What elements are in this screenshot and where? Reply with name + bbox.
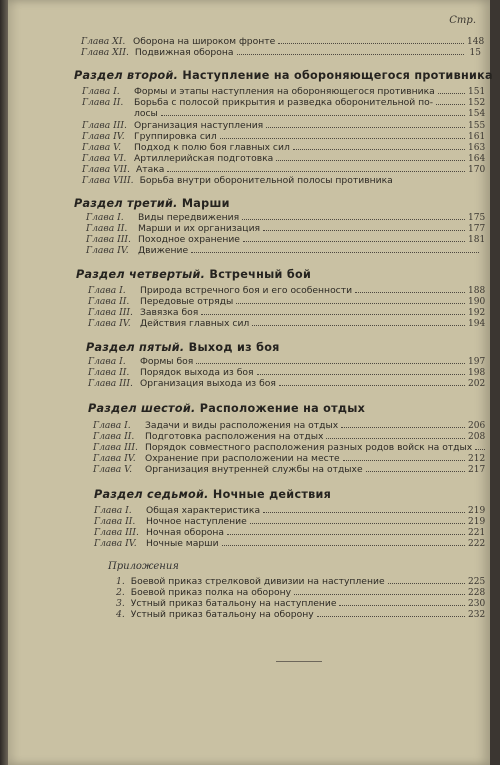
- chapter-number: Глава I.: [86, 212, 124, 223]
- chapter-number: Глава I.: [82, 86, 120, 97]
- dot-leader: [167, 164, 465, 172]
- page-number: 219: [468, 517, 486, 527]
- dot-leader: [266, 120, 465, 128]
- chapter-title: Атака: [135, 164, 165, 175]
- chapter-number: Глава II.: [88, 367, 130, 378]
- dot-leader: [294, 587, 465, 595]
- chapter-title: Группировка сил: [134, 131, 217, 142]
- dot-leader: [243, 234, 465, 242]
- toc-row: [88, 318, 486, 330]
- chapter-number: Глава I.: [93, 420, 131, 431]
- dot-leader: [475, 442, 485, 450]
- page-number: 228: [468, 588, 486, 598]
- appendix-number: 4.: [116, 609, 125, 620]
- chapter-number: Глава V.: [93, 464, 133, 475]
- dot-leader: [252, 318, 465, 326]
- page-number: 230: [468, 599, 486, 609]
- dot-leader: [438, 86, 465, 94]
- page-number: 161: [468, 132, 486, 142]
- section-heading: [88, 402, 365, 415]
- page-number: 221: [468, 528, 486, 538]
- dot-leader: [196, 356, 465, 364]
- section-title: Встречный бой: [209, 268, 312, 281]
- chapter-number: Глава III.: [86, 234, 131, 245]
- page-number: 177: [468, 224, 486, 234]
- chapter-title: Походное охранение: [138, 234, 240, 245]
- dot-leader: [279, 378, 465, 386]
- chapter-number: Глава III.: [93, 442, 138, 453]
- chapter-number: Глава I.: [94, 505, 132, 516]
- toc-row: [81, 47, 481, 59]
- section-heading: [74, 197, 230, 210]
- page-number: 148: [467, 37, 485, 47]
- chapter-title: Марши и их организация: [138, 223, 261, 234]
- dot-leader: [220, 131, 465, 139]
- page-number: 188: [468, 286, 486, 296]
- book-spine: [0, 0, 8, 765]
- toc-row: [86, 245, 482, 256]
- chapter-title: Борьба с полосой прикрытия и разведка оборонительной по-: [134, 97, 434, 108]
- page-number: 194: [468, 319, 486, 329]
- page-number: 202: [468, 379, 486, 389]
- page-number: 197: [468, 357, 486, 367]
- dot-leader: [293, 142, 465, 150]
- chapter-number: Глава VI.: [82, 153, 127, 164]
- appendix-number: 2.: [116, 587, 125, 598]
- page-number: 15: [469, 48, 481, 58]
- dot-leader: [317, 609, 465, 617]
- chapter-title: лосы: [134, 108, 158, 119]
- chapter-number: Глава IV.: [82, 131, 125, 142]
- appendix-number: 1.: [116, 576, 125, 587]
- chapter-title: Ночная оборона: [146, 527, 225, 538]
- dot-leader: [436, 97, 465, 105]
- section-title: Выход из боя: [188, 341, 280, 354]
- dot-leader: [242, 212, 465, 220]
- page-number: 212: [468, 454, 486, 464]
- dot-leader: [161, 108, 465, 116]
- chapter-title: Артиллерийская подготовка: [134, 153, 274, 164]
- page-number: 222: [468, 539, 486, 549]
- chapter-title: Организация наступления: [134, 120, 264, 131]
- page-number: 151: [468, 87, 486, 97]
- chapter-title: Формы боя: [140, 356, 194, 367]
- page-number: 164: [468, 154, 486, 164]
- page-number: 163: [468, 143, 486, 153]
- page-number: 198: [468, 368, 486, 378]
- chapter-title: Оборона на широком фронте: [133, 36, 276, 47]
- chapter-title: Охранение при расположении на месте: [145, 453, 340, 464]
- section-number: Раздел седьмой.: [94, 488, 209, 501]
- section-heading: [86, 341, 280, 354]
- chapter-title: Передовые отряды: [140, 296, 234, 307]
- appendix-title: Устный приказ батальону на наступление: [130, 598, 337, 609]
- section-number: Раздел шестой.: [88, 402, 196, 415]
- chapter-number: Глава IV.: [88, 318, 131, 329]
- dot-leader: [191, 245, 479, 253]
- toc-row: [82, 175, 482, 186]
- section-title: Марши: [181, 197, 230, 210]
- section-heading: [76, 268, 311, 281]
- chapter-title: Ночные марши: [146, 538, 219, 549]
- chapter-title: Подвижная оборона: [134, 47, 234, 58]
- chapter-number: Глава II.: [94, 516, 136, 527]
- dot-leader: [263, 505, 465, 513]
- section-title: Ночные действия: [212, 488, 332, 501]
- page-number: 217: [468, 465, 486, 475]
- toc-row: [88, 378, 486, 390]
- chapter-title: Общая характеристика: [146, 505, 261, 516]
- page-number: 208: [468, 432, 486, 442]
- dot-leader: [237, 47, 464, 55]
- chapter-number: Глава VII.: [82, 164, 130, 175]
- chapter-title: Порядок совместного расположения разных родов войск на отдых: [145, 442, 473, 453]
- dot-leader: [278, 36, 464, 44]
- chapter-number: Глава IV.: [93, 453, 136, 464]
- chapter-title: Завязка боя: [140, 307, 199, 318]
- chapter-title: Порядок выхода из боя: [140, 367, 254, 378]
- dot-leader: [355, 285, 465, 293]
- appendix-title: Боевой приказ стрелковой дивизии на наступление: [130, 576, 385, 587]
- dot-leader: [276, 153, 465, 161]
- book-page: [8, 0, 493, 765]
- chapter-title: Движение: [138, 245, 189, 256]
- chapter-title: Подготовка расположения на отдых: [145, 431, 324, 442]
- dot-leader: [201, 307, 465, 315]
- chapter-number: Глава XII.: [81, 47, 129, 58]
- section-number: Раздел четвертый.: [76, 268, 206, 281]
- chapter-title: Ночное наступление: [146, 516, 247, 527]
- toc-row: [94, 538, 486, 550]
- chapter-title: Действия главных сил: [140, 318, 250, 329]
- appendix-title: Боевой приказ полка на оборону: [130, 587, 292, 598]
- page-number: 192: [468, 308, 486, 318]
- appendix-number: 3.: [116, 598, 125, 609]
- dot-leader: [343, 453, 465, 461]
- chapter-number: Глава II.: [88, 296, 130, 307]
- section-number: Раздел второй.: [74, 69, 179, 82]
- dot-leader: [366, 464, 465, 472]
- dot-leader: [222, 538, 465, 546]
- page-number: 190: [468, 297, 486, 307]
- chapter-number: Глава II.: [93, 431, 135, 442]
- chapter-title: Формы и этапы наступления на обороняющегося противника: [134, 86, 435, 97]
- page-number: 232: [468, 610, 486, 620]
- dot-leader: [339, 598, 465, 606]
- toc-row: [134, 108, 486, 120]
- chapter-number: Глава IV.: [86, 245, 129, 256]
- page-number: 181: [468, 235, 486, 245]
- page-number: 225: [468, 577, 486, 587]
- section-heading: [74, 69, 493, 82]
- section-number: Раздел пятый.: [86, 341, 185, 354]
- dot-leader: [326, 431, 465, 439]
- page-number: 175: [468, 213, 486, 223]
- chapter-number: Глава II.: [86, 223, 128, 234]
- page-number: 219: [468, 506, 486, 516]
- chapter-title: Виды передвижения: [138, 212, 240, 223]
- chapter-number: Глава XI.: [81, 36, 126, 47]
- section-title: Наступление на обороняющегося противника: [182, 69, 493, 82]
- dot-leader: [257, 367, 465, 375]
- chapter-title: Организация внутренней службы на отдыхе: [145, 464, 363, 475]
- page-number: 152: [468, 98, 486, 108]
- section-title: Расположение на отдых: [199, 402, 366, 415]
- chapter-number: Глава I.: [88, 356, 126, 367]
- chapter-number: Глава III.: [82, 120, 127, 131]
- chapter-number: Глава III.: [88, 378, 133, 389]
- page-number: 170: [468, 165, 486, 175]
- dot-leader: [227, 527, 465, 535]
- dot-leader: [341, 420, 465, 428]
- dot-leader: [263, 223, 465, 231]
- section-number: Раздел третий.: [74, 197, 178, 210]
- dot-leader: [236, 296, 465, 304]
- chapter-number: Глава IV.: [94, 538, 137, 549]
- page-number: 154: [468, 109, 486, 119]
- chapter-number: Глава III.: [94, 527, 139, 538]
- page-number: 206: [468, 421, 486, 431]
- chapter-title: Природа встречного боя и его особенности: [140, 285, 353, 296]
- appendix-heading: Приложения: [108, 561, 179, 572]
- chapter-number: Глава III.: [88, 307, 133, 318]
- chapter-title: Борьба внутри оборонительной полосы противника: [139, 175, 393, 186]
- page-number: 155: [468, 121, 486, 131]
- dot-leader: [250, 516, 465, 524]
- chapter-number: Глава VIII.: [82, 175, 134, 186]
- toc-row: [93, 464, 486, 476]
- section-heading: [94, 488, 331, 501]
- dot-leader: [388, 576, 465, 584]
- chapter-number: Глава V.: [82, 142, 122, 153]
- appendix-title: Устный приказ батальону на оборону: [130, 609, 314, 620]
- divider-rule: [276, 661, 322, 662]
- chapter-title: Подход к полю боя главных сил: [134, 142, 290, 153]
- chapter-title: Организация выхода из боя: [140, 378, 276, 389]
- chapter-number: Глава I.: [88, 285, 126, 296]
- page-column-header: Стр.: [449, 15, 476, 26]
- chapter-title: Задачи и виды расположения на отдых: [145, 420, 339, 431]
- toc-row: [116, 609, 486, 621]
- chapter-number: Глава II.: [82, 97, 124, 108]
